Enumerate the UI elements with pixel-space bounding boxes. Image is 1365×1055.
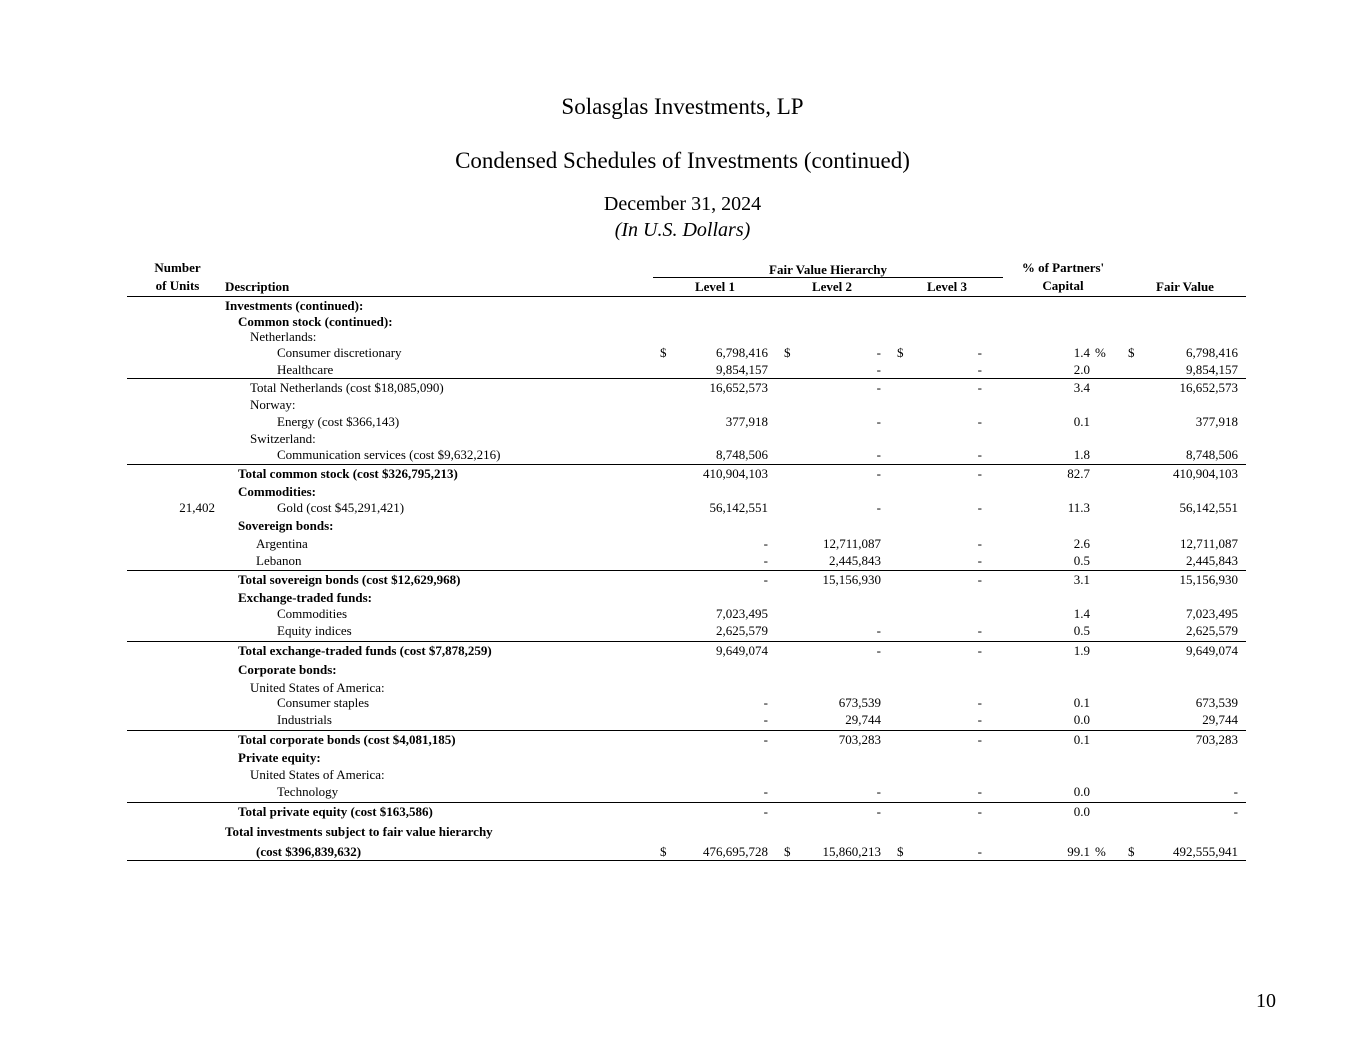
level1-cell: - bbox=[763, 695, 768, 710]
level2-cell: 29,744 bbox=[845, 712, 881, 727]
level2-cell: - bbox=[876, 500, 881, 515]
table-row bbox=[0, 380, 1365, 396]
table-row bbox=[0, 643, 1365, 659]
fair-value-cell: 15,156,930 bbox=[1179, 572, 1238, 587]
pct-cell: 0.0 bbox=[1073, 804, 1090, 819]
level1-cell: 377,918 bbox=[725, 414, 768, 429]
description-cell: Equity indices bbox=[277, 623, 352, 638]
table-row bbox=[0, 695, 1365, 711]
description-cell: Consumer discretionary bbox=[277, 345, 402, 360]
subtotal-rule bbox=[127, 570, 1246, 571]
fair-value-cell: 703,283 bbox=[1195, 732, 1238, 747]
level3-cell: - bbox=[977, 643, 982, 658]
fair-value-cell: - bbox=[1233, 784, 1238, 799]
level1-cell: 56,142,551 bbox=[709, 500, 768, 515]
pct-cell: 0.1 bbox=[1073, 695, 1090, 710]
table-row bbox=[0, 414, 1365, 430]
level3-cell: - bbox=[977, 362, 982, 377]
description-cell: Total sovereign bonds (cost $12,629,968) bbox=[238, 572, 461, 587]
level1-cell: 9,854,157 bbox=[716, 362, 768, 377]
level1-cell: - bbox=[763, 804, 768, 819]
company-name: Solasglas Investments, LP bbox=[561, 94, 804, 119]
level1-cell: 2,625,579 bbox=[716, 623, 768, 638]
table-row bbox=[0, 844, 1365, 860]
report-title: Condensed Schedules of Investments (continued) bbox=[455, 148, 910, 173]
table-row bbox=[0, 484, 1365, 500]
description-cell: Technology bbox=[277, 784, 339, 799]
dollar-sign: $ bbox=[784, 844, 791, 859]
level3-cell: - bbox=[977, 345, 982, 360]
table-row bbox=[0, 623, 1365, 639]
description-cell: Private equity: bbox=[238, 750, 321, 765]
description-cell: Netherlands: bbox=[250, 329, 317, 344]
pct-cell: 0.5 bbox=[1073, 623, 1090, 638]
subtotal-rule bbox=[127, 464, 1246, 465]
description-cell: Commodities bbox=[277, 606, 348, 621]
col-units-bottom: of Units bbox=[155, 278, 200, 293]
level1-cell: 6,798,416 bbox=[716, 345, 768, 360]
description-cell: Gold (cost $45,291,421) bbox=[277, 500, 405, 515]
level3-cell: - bbox=[977, 844, 982, 859]
table-row bbox=[0, 732, 1365, 748]
fair-value-cell: 9,854,157 bbox=[1186, 362, 1238, 377]
fair-value-cell: 2,445,843 bbox=[1186, 553, 1238, 568]
level3-cell: - bbox=[977, 712, 982, 727]
col-description: Description bbox=[225, 279, 290, 294]
level2-cell: 15,156,930 bbox=[822, 572, 881, 587]
table-row bbox=[0, 662, 1365, 678]
currency-note: (In U.S. Dollars) bbox=[614, 219, 751, 241]
description-cell: Commodities: bbox=[238, 484, 316, 499]
pct-cell: 1.4 bbox=[1073, 345, 1090, 360]
level2-cell: - bbox=[876, 804, 881, 819]
dollar-sign: $ bbox=[1128, 844, 1135, 859]
table-row bbox=[0, 590, 1365, 606]
pct-cell: 82.7 bbox=[1067, 466, 1090, 481]
level2-cell: - bbox=[876, 784, 881, 799]
fair-value-cell: 673,539 bbox=[1195, 695, 1238, 710]
description-cell: Sovereign bonds: bbox=[238, 518, 334, 533]
pct-cell: 1.4 bbox=[1073, 606, 1090, 621]
col-level3: Level 3 bbox=[926, 279, 968, 294]
pct-cell: 0.0 bbox=[1073, 784, 1090, 799]
table-row bbox=[0, 767, 1365, 783]
level2-cell: - bbox=[876, 345, 881, 360]
level3-cell: - bbox=[977, 500, 982, 515]
table-row bbox=[0, 329, 1365, 345]
pct-cell: 0.5 bbox=[1073, 553, 1090, 568]
description-cell: Common stock (continued): bbox=[238, 314, 393, 329]
level1-cell: 7,023,495 bbox=[716, 606, 768, 621]
description-cell: Total common stock (cost $326,795,213) bbox=[238, 466, 458, 481]
fair-value-cell: - bbox=[1233, 804, 1238, 819]
level1-cell: 8,748,506 bbox=[716, 447, 768, 462]
pct-cell: 11.3 bbox=[1067, 500, 1090, 515]
pct-cell: 2.0 bbox=[1073, 362, 1090, 377]
level3-cell: - bbox=[977, 623, 982, 638]
level2-cell: - bbox=[876, 362, 881, 377]
fair-value-cell: 29,744 bbox=[1202, 712, 1238, 727]
description-cell: Norway: bbox=[250, 397, 296, 412]
subtotal-rule bbox=[127, 802, 1246, 803]
col-level2: Level 2 bbox=[811, 279, 853, 294]
table-row bbox=[0, 500, 1365, 516]
description-cell: Healthcare bbox=[277, 362, 334, 377]
level2-cell: 12,711,087 bbox=[822, 536, 881, 551]
description-cell: Energy (cost $366,143) bbox=[277, 414, 400, 429]
level1-cell: 476,695,728 bbox=[703, 844, 768, 859]
description-cell: Total corporate bonds (cost $4,081,185) bbox=[238, 732, 456, 747]
level1-cell: - bbox=[763, 732, 768, 747]
subtotal-rule bbox=[127, 378, 1246, 379]
col-units-top: Number bbox=[154, 260, 201, 275]
col-level1: Level 1 bbox=[694, 279, 736, 294]
level1-cell: - bbox=[763, 536, 768, 551]
fvh-underline bbox=[653, 277, 1003, 278]
level1-cell: - bbox=[763, 553, 768, 568]
description-cell: Total private equity (cost $163,586) bbox=[238, 804, 433, 819]
level3-cell: - bbox=[977, 784, 982, 799]
level3-cell: - bbox=[977, 447, 982, 462]
level3-cell: - bbox=[977, 695, 982, 710]
total-rule bbox=[127, 860, 1246, 861]
description-cell: Communication services (cost $9,632,216) bbox=[277, 447, 501, 462]
level3-cell: - bbox=[977, 553, 982, 568]
fair-value-cell: 56,142,551 bbox=[1179, 500, 1238, 515]
table-row bbox=[0, 518, 1365, 534]
fair-value-cell: 492,555,941 bbox=[1173, 844, 1238, 859]
col-pct-bottom: Capital bbox=[1042, 278, 1084, 293]
report-date: December 31, 2024 bbox=[603, 193, 762, 215]
table-row bbox=[0, 824, 1365, 840]
pct-cell: 3.1 bbox=[1073, 572, 1090, 587]
description-cell: Total investments subject to fair value hierarchy bbox=[225, 824, 493, 839]
level2-cell: - bbox=[876, 466, 881, 481]
description-cell: Exchange-traded funds: bbox=[238, 590, 372, 605]
level2-cell: - bbox=[876, 414, 881, 429]
subtotal-rule bbox=[127, 730, 1246, 731]
col-pct-top: % of Partners' bbox=[1021, 260, 1105, 275]
description-cell: Argentina bbox=[256, 536, 308, 551]
fair-value-cell: 8,748,506 bbox=[1186, 447, 1238, 462]
level1-cell: - bbox=[763, 572, 768, 587]
pct-cell: 0.1 bbox=[1073, 414, 1090, 429]
description-cell: United States of America: bbox=[250, 767, 385, 782]
description-cell: Investments (continued): bbox=[225, 298, 364, 313]
description-cell: (cost $396,839,632) bbox=[256, 844, 362, 859]
description-cell: Lebanon bbox=[256, 553, 302, 568]
dollar-sign: $ bbox=[660, 844, 667, 859]
col-fair-value: Fair Value bbox=[1156, 279, 1214, 294]
level2-cell: - bbox=[876, 447, 881, 462]
level2-cell: - bbox=[876, 643, 881, 658]
fair-value-cell: 6,798,416 bbox=[1186, 345, 1238, 360]
table-row bbox=[0, 553, 1365, 569]
table-row bbox=[0, 572, 1365, 588]
table-row bbox=[0, 447, 1365, 463]
fair-value-cell: 2,625,579 bbox=[1186, 623, 1238, 638]
pct-cell: 2.6 bbox=[1073, 536, 1090, 551]
table-row bbox=[0, 466, 1365, 482]
description-cell: Total Netherlands (cost $18,085,090) bbox=[250, 380, 444, 395]
dollar-sign: $ bbox=[897, 345, 904, 360]
level2-cell: 15,860,213 bbox=[822, 844, 881, 859]
dollar-sign: $ bbox=[660, 345, 667, 360]
table-row bbox=[0, 298, 1365, 314]
table-row bbox=[0, 750, 1365, 766]
col-fvh: Fair Value Hierarchy bbox=[769, 262, 887, 277]
level1-cell: 16,652,573 bbox=[709, 380, 768, 395]
fair-value-cell: 12,711,087 bbox=[1179, 536, 1238, 551]
pct-cell: 1.8 bbox=[1073, 447, 1090, 462]
table-row bbox=[0, 345, 1365, 361]
level2-cell: - bbox=[876, 380, 881, 395]
level3-cell: - bbox=[977, 466, 982, 481]
level3-cell: - bbox=[977, 414, 982, 429]
description-cell: Total exchange-traded funds (cost $7,878,259) bbox=[238, 643, 492, 658]
fair-value-cell: 7,023,495 bbox=[1186, 606, 1238, 621]
table-row bbox=[0, 606, 1365, 622]
fair-value-cell: 16,652,573 bbox=[1179, 380, 1238, 395]
level1-cell: 9,649,074 bbox=[716, 643, 768, 658]
level3-cell: - bbox=[977, 732, 982, 747]
dollar-sign: $ bbox=[897, 844, 904, 859]
table-row bbox=[0, 397, 1365, 413]
level3-cell: - bbox=[977, 536, 982, 551]
pct-cell: 0.1 bbox=[1073, 732, 1090, 747]
level1-cell: 410,904,103 bbox=[703, 466, 768, 481]
dollar-sign: $ bbox=[784, 345, 791, 360]
units-cell: 21,402 bbox=[179, 500, 215, 515]
level2-cell: 703,283 bbox=[838, 732, 881, 747]
level1-cell: - bbox=[763, 784, 768, 799]
pct-cell: 0.0 bbox=[1073, 712, 1090, 727]
level2-cell: 2,445,843 bbox=[829, 553, 881, 568]
fair-value-cell: 9,649,074 bbox=[1186, 643, 1238, 658]
description-cell: Industrials bbox=[277, 712, 332, 727]
page-number: 10 bbox=[1256, 990, 1276, 1012]
table-row bbox=[0, 784, 1365, 800]
table-row bbox=[0, 362, 1365, 378]
fair-value-cell: 410,904,103 bbox=[1173, 466, 1238, 481]
description-cell: Switzerland: bbox=[250, 431, 316, 446]
table-row bbox=[0, 314, 1365, 330]
description-cell: United States of America: bbox=[250, 680, 385, 695]
level2-cell: - bbox=[876, 623, 881, 638]
table-row bbox=[0, 431, 1365, 447]
description-cell: Corporate bonds: bbox=[238, 662, 337, 677]
level2-cell: 673,539 bbox=[838, 695, 881, 710]
table-row bbox=[0, 712, 1365, 728]
pct-cell: 1.9 bbox=[1073, 643, 1090, 658]
dollar-sign: $ bbox=[1128, 345, 1135, 360]
pct-cell: 99.1 bbox=[1067, 844, 1090, 859]
table-row bbox=[0, 536, 1365, 552]
level3-cell: - bbox=[977, 380, 982, 395]
pct-cell: 3.4 bbox=[1073, 380, 1090, 395]
level3-cell: - bbox=[977, 804, 982, 819]
level1-cell: - bbox=[763, 712, 768, 727]
header-rule bbox=[127, 296, 1246, 297]
description-cell: Consumer staples bbox=[277, 695, 370, 710]
level3-cell: - bbox=[977, 572, 982, 587]
percent-sign: % bbox=[1095, 844, 1106, 859]
subtotal-rule bbox=[127, 641, 1246, 642]
fair-value-cell: 377,918 bbox=[1195, 414, 1238, 429]
table-row bbox=[0, 804, 1365, 820]
percent-sign: % bbox=[1095, 345, 1106, 360]
table-row bbox=[0, 680, 1365, 696]
